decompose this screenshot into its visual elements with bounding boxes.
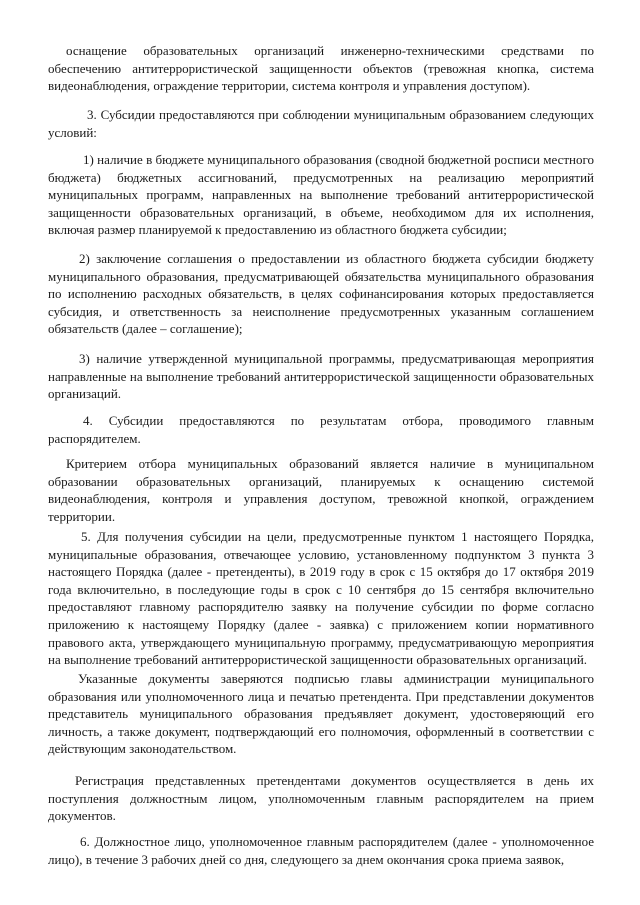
paragraph-condition-3: 3) наличие утвержденной муниципальной программы, предусматривающая мероприятия направленные на выполнение требований антитеррористической защищенности образовательных организаций. [48, 351, 594, 402]
paragraph-equipment-continuation: оснащение образовательных организаций инженерно-техническими средствами по обеспечению антитеррористической защищенности объектов (тревожная кнопка, система видеонаблюдения, ограждение территории, система контроля и управления доступом). [48, 43, 594, 94]
paragraph-item-6-authorized-person: 6. Должностное лицо, уполномоченное главным распорядителем (далее - уполномоченное лицо), в течение 3 рабочих дней со дня, следующего за днем окончания срока приема заявок, [48, 834, 594, 867]
paragraph-documents-registration: Регистрация представленных претендентами документов осуществляется в день их поступления должностным лицом, уполномоченным главным распорядителем на прием документов. [48, 773, 594, 824]
paragraph-item-5-application: 5. Для получения субсидии на цели, предусмотренные пунктом 1 настоящего Порядка, муниципальные образования, отвечающее условию, установленному подпунктом 3 пункта 3 настоящего Порядка (далее - претенденты), в 2019 году в срок с 15 октября до 17 октября 2019 года включительно, в последующие годы в срок с 10 сентября до 15 сентября включительно предоставляют главному распорядителю заявку на получение субсидии по форме согласно приложению к настоящему Порядку (далее - заявка) с приложением копии нормативного правового акта, утверждающего муниципальную программу, предусматривающую мероприятия на выполнение требований антитеррористической защищенности образовательных организаций. [48, 529, 594, 668]
paragraph-item-4-selection: 4. Субсидии предоставляются по результатам отбора, проводимого главным распорядителем. [48, 413, 594, 446]
paragraph-condition-1: 1) наличие в бюджете муниципального образования (сводной бюджетной росписи местного бюджета) бюджетных ассигнований, предусмотренных на реализацию мероприятий муниципальных программ, направленных на выполнение требований антитеррористической защищенности образовательных организаций, в объеме, необходимом для их исполнения, включая размер планируемой к предоставлению из областного бюджета субсидии; [48, 152, 594, 238]
paragraph-selection-criterion: Критерием отбора муниципальных образований является наличие в муниципальном образовании образовательных организаций, планируемых к оснащению системой видеонаблюдения, контроля и управления доступом, тревожной кнопкой, ограждением территории. [48, 456, 594, 524]
paragraph-item-3-conditions: 3. Субсидии предоставляются при соблюдении муниципальным образованием следующих условий: [48, 107, 594, 140]
paragraph-condition-2: 2) заключение соглашения о предоставлении из областного бюджета субсидии бюджету муниципального образования, предусматривающей обязательства муниципального образования по исполнению расходных обязательств, в целях софинансирования которых предоставляется субсидия, и ответственность за неисполнение предусмотренных указанным соглашением обязательств (далее – соглашение); [48, 251, 594, 337]
paragraph-documents-certification: Указанные документы заверяются подписью главы администрации муниципального образования или уполномоченного лица и печатью претендента. При представлении документов представитель муниципального образования предъявляет документ, удостоверяющий его личность, а также документ, подтверждающий его полномочия, оформленный в соответствии с действующим законодательством. [48, 671, 594, 757]
